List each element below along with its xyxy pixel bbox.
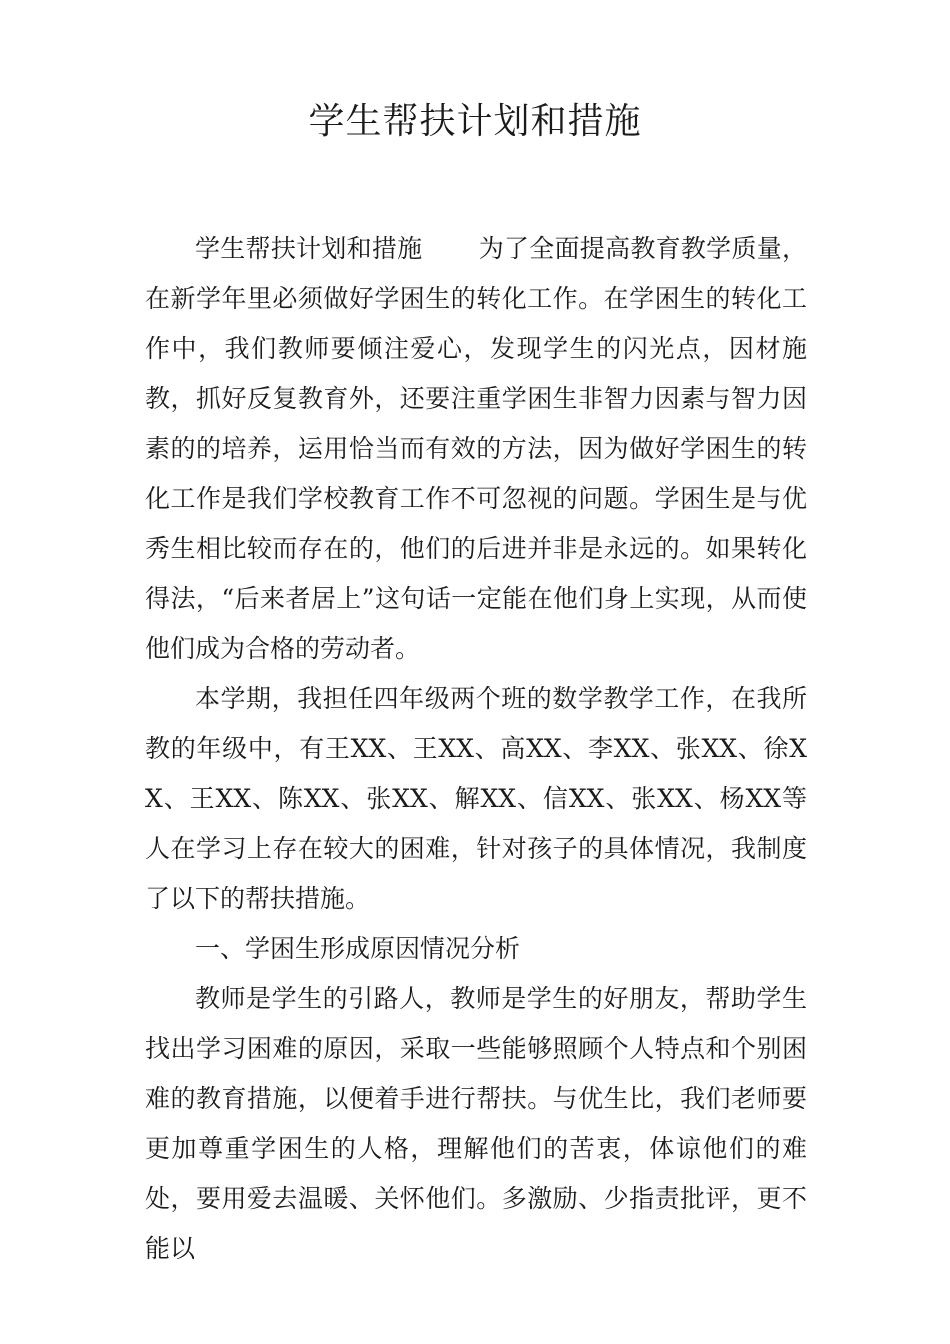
- section-heading-1: 一、学困生形成原因情况分析: [195, 934, 521, 963]
- paragraph-lead: 学生帮扶计划和措施: [195, 234, 423, 263]
- paragraph-text: 为了全面提高教育教学质量，在新学年里必须做好学困生的转化工作。在学困生的转化工作中，我们教师要倾注爱心，发现学生的闪光点，因材施教，抓好反复教育外，还要注重学困生非智力因素与智力因素的的培养，运用恰当而有效的方法，因为做好学困生的转化工作是我们学校教育工作不可忽视的问题。学困生是与优秀生相比较而存在的，他们的后进并非是永远的。如果转化得法，“后来者居上”这句话一定能在他们身上实现，从而使他们成为合格的劳动者。: [145, 234, 807, 663]
- document-body: [145, 224, 807, 1274]
- paragraph-semester: 本学期，我担任四年级两个班的数学教学工作，在我所教的年级中，有王XX、王XX、高XX、李XX、张XX、徐XX、王XX、陈XX、张XX、解XX、信XX、张XX、杨XX等人在学习上存在较大的困难，针对孩子的具体情况，我制度了以下的帮扶措施。: [145, 684, 807, 913]
- paragraph-intro: [145, 224, 807, 674]
- paragraph-teacher: 教师是学生的引路人，教师是学生的好朋友，帮助学生找出学习困难的原因，采取一些能够照顾个人特点和个别困难的教育措施，以便着手进行帮扶。与优生比，我们老师要更加尊重学困生的人格，理解他们的苦衷，体谅他们的难处，要用爱去温暖、关怀他们。多激励、少指责批评，更不能以: [145, 984, 807, 1263]
- document-title: 学生帮扶计划和措施: [308, 101, 642, 142]
